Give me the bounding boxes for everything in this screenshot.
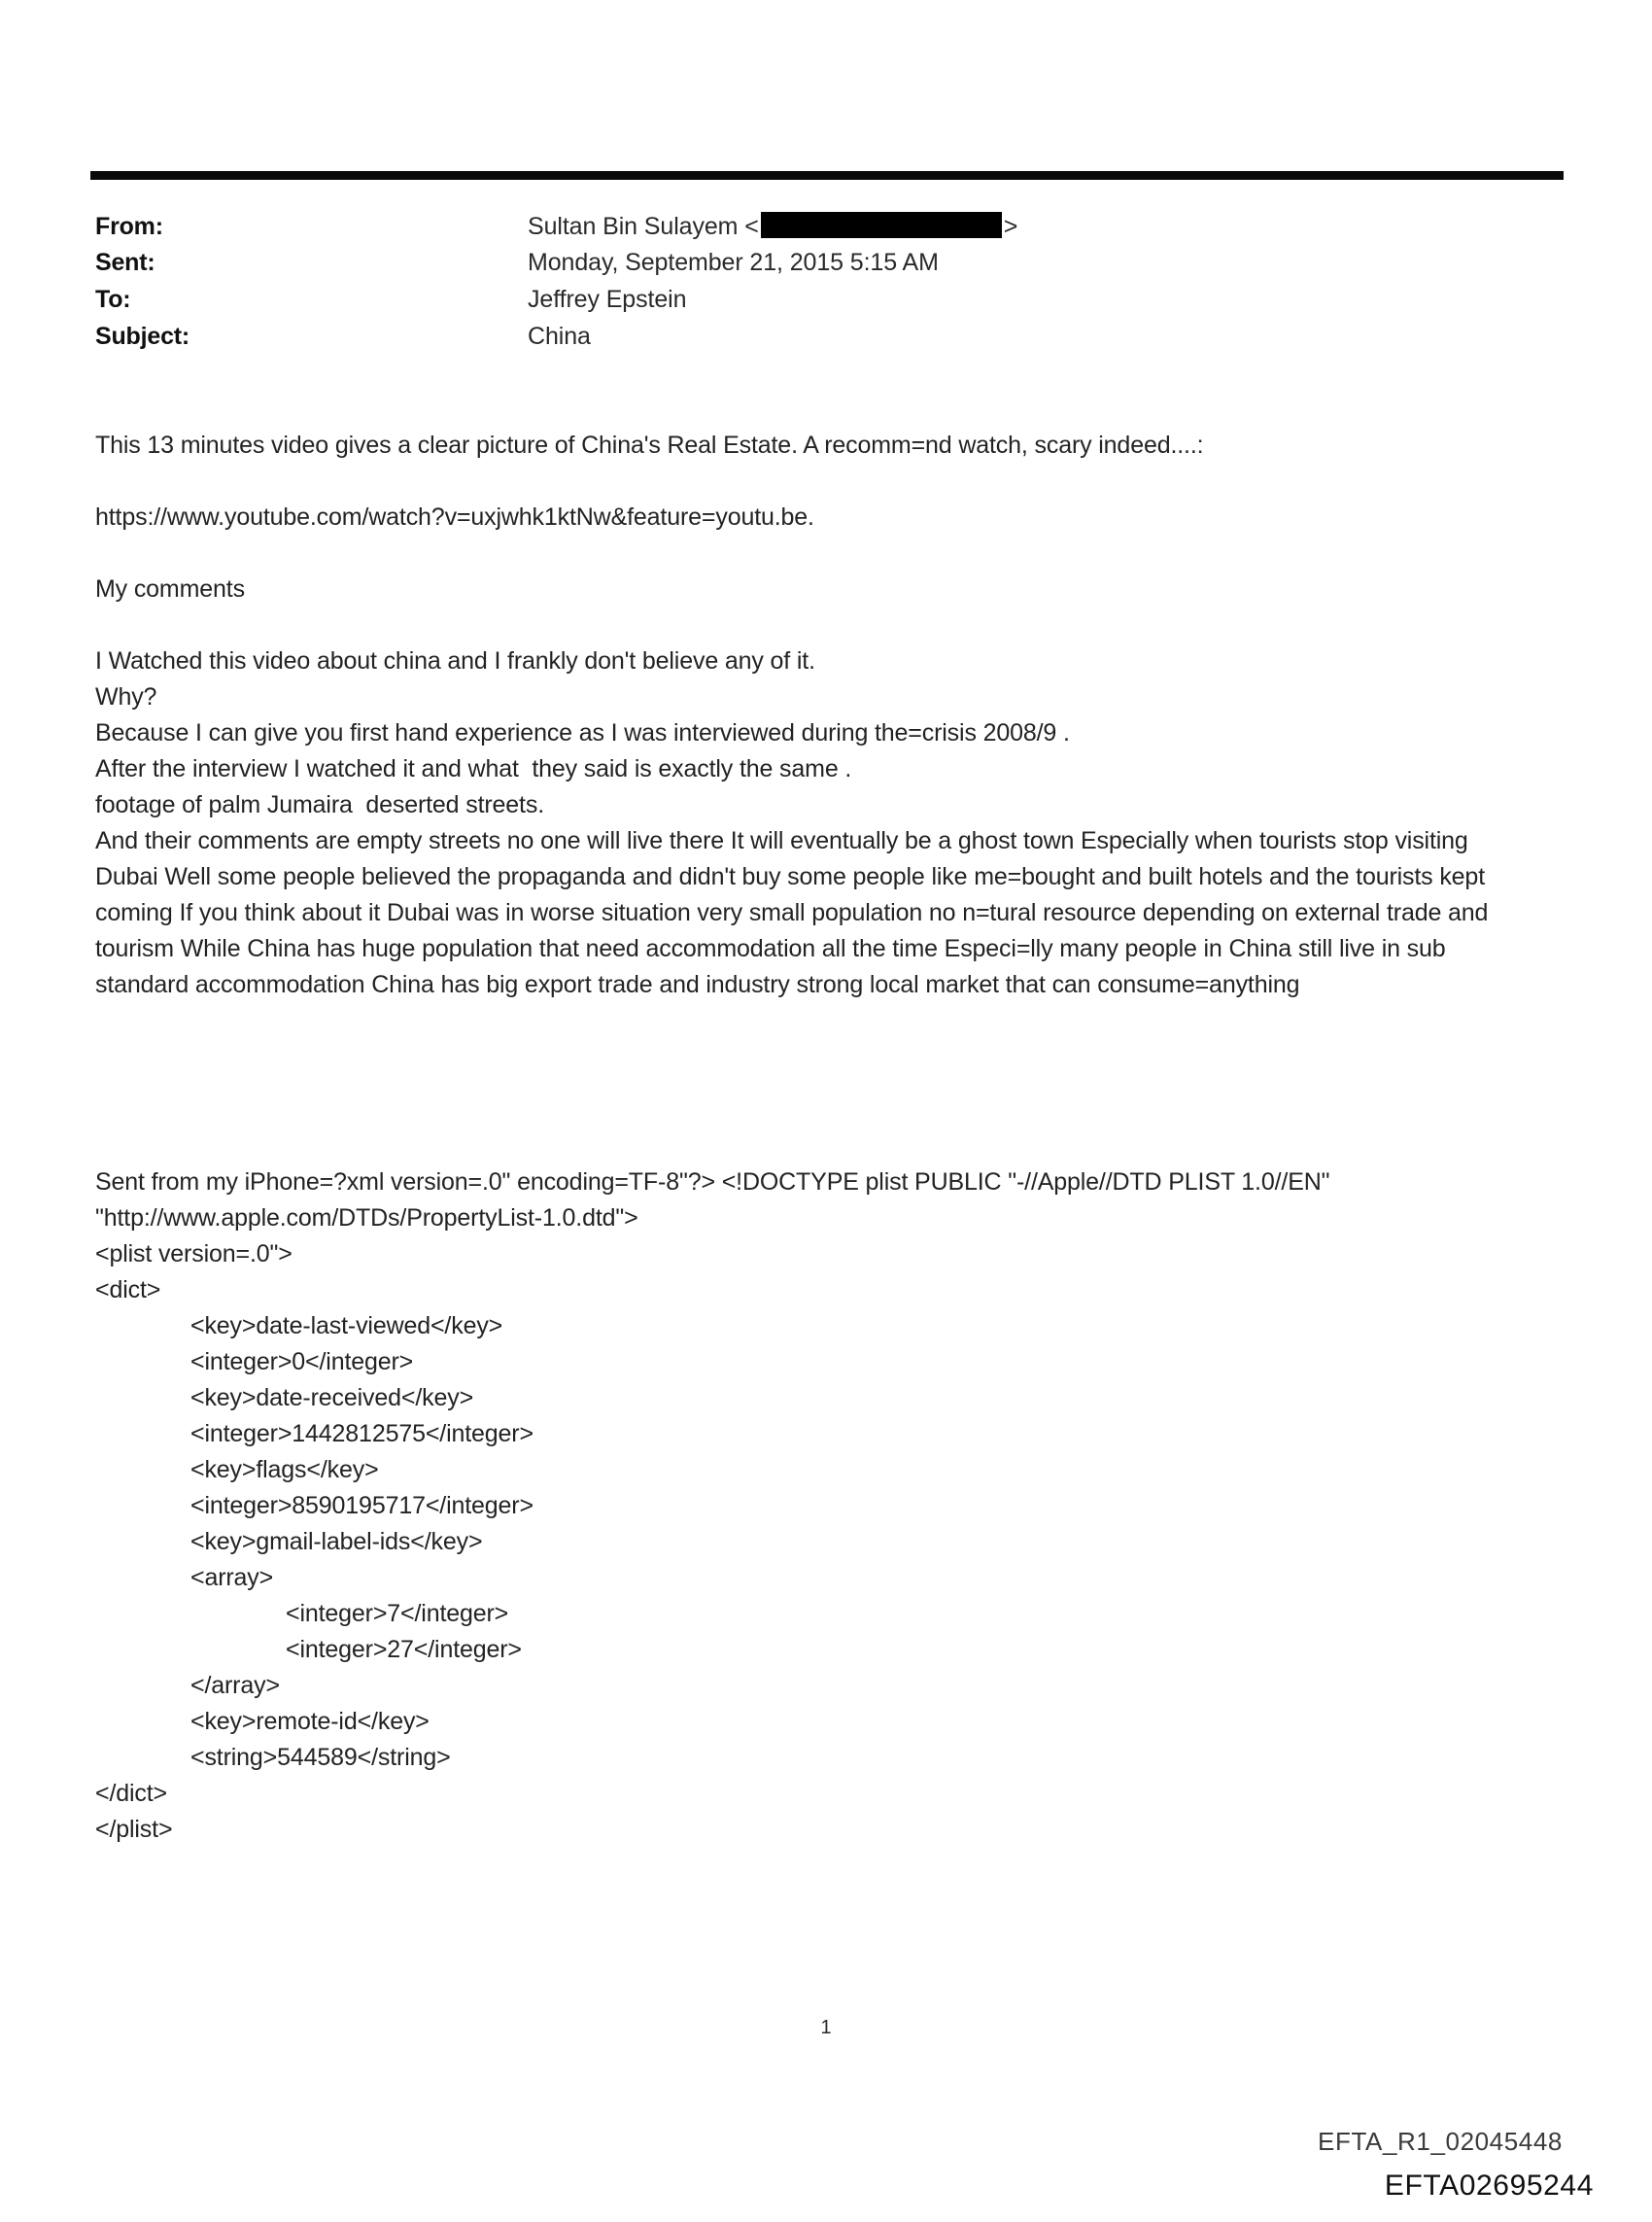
plist-line: "http://www.apple.com/DTDs/PropertyList-1.0.dtd">	[95, 1204, 638, 1232]
header-value-to: Jeffrey Epstein	[528, 286, 687, 313]
plist-line: <integer>8590195717</integer>	[190, 1492, 533, 1519]
plist-line: <key>gmail-label-ids</key>	[190, 1528, 483, 1555]
header-divider-rule	[90, 171, 1564, 180]
plist-line: <key>date-received</key>	[190, 1384, 474, 1411]
plist-line: <integer>27</integer>	[286, 1636, 522, 1663]
plist-line: <plist version=.0">	[95, 1240, 293, 1267]
plist-line: <integer>1442812575</integer>	[190, 1420, 533, 1447]
header-row-from	[95, 212, 1261, 249]
plist-line: </plist>	[95, 1816, 173, 1843]
body-line-5: footage of palm Jumaira deserted streets.	[95, 791, 544, 818]
header-row-sent	[95, 249, 1261, 286]
header-label-subject: Subject:	[95, 323, 190, 350]
body-line-2: Why?	[95, 683, 157, 711]
bates-number-bottom: EFTA02695244	[1384, 2170, 1594, 2202]
plist-line: <string>544589</string>	[190, 1744, 451, 1771]
header-label-from: From:	[95, 213, 163, 240]
body-intro-line: This 13 minutes video gives a clear picture of China's Real Estate. A recomm=nd watch, scary indeed....:	[95, 432, 1204, 459]
header-value-from	[528, 212, 1017, 241]
body-spacer	[95, 608, 1553, 643]
bates-number-top: EFTA_R1_02045448	[1318, 2127, 1563, 2156]
from-bracket-close: >	[1003, 213, 1018, 240]
signature-plist-block	[95, 1164, 1553, 1848]
plist-line: <integer>7</integer>	[286, 1600, 509, 1627]
header-label-sent: Sent:	[95, 249, 155, 276]
header-value-sent: Monday, September 21, 2015 5:15 AM	[528, 249, 939, 276]
body-main-paragraph: And their comments are empty streets no one will live there It will eventually be a ghost town Especially when tourists stop visiting Dubai Well some people believed the propaganda and didn't buy some people like me=bought and built hotels and the tourists kept coming If you think about it Dubai was in worse situation very small population no n=tural resource depending on external trade and tourism While China has huge population that need accommodation all the time Especi=lly many people in China still live in sub standard accommodation China has big export trade and industry strong local market that can consume=anything	[95, 827, 1489, 998]
body-line-1: I Watched this video about china and I frankly don't believe any of it.	[95, 647, 815, 675]
body-comments-heading: My comments	[95, 575, 245, 603]
plist-line: <dict>	[95, 1276, 161, 1303]
plist-line: <integer>0</integer>	[190, 1348, 414, 1375]
email-header-block	[95, 212, 1261, 360]
body-line-4: After the interview I watched it and what they said is exactly the same .	[95, 755, 852, 782]
body-spacer	[95, 536, 1553, 572]
plist-line: <key>flags</key>	[190, 1456, 379, 1483]
plist-line: </dict>	[95, 1780, 167, 1807]
plist-line: </array>	[190, 1672, 280, 1699]
from-name-text: Sultan Bin Sulayem <	[528, 213, 759, 240]
header-value-subject: China	[528, 323, 591, 350]
plist-line: <key>date-last-viewed</key>	[190, 1312, 503, 1339]
body-spacer	[95, 464, 1553, 500]
header-row-subject	[95, 323, 1261, 360]
header-row-to	[95, 286, 1261, 323]
body-line-3: Because I can give you first hand experience as I was interviewed during the=crisis 2008/9 .	[95, 719, 1070, 746]
page-number: 1	[820, 2017, 832, 2038]
body-video-link[interactable]: https://www.youtube.com/watch?v=uxjwhk1ktNw&feature=youtu.be.	[95, 503, 814, 531]
plist-line: <key>remote-id</key>	[190, 1708, 430, 1735]
plist-line: Sent from my iPhone=?xml version=.0" encoding=TF-8"?> <!DOCTYPE plist PUBLIC "-//Apple//DTD PLIST 1.0//EN"	[95, 1168, 1330, 1196]
redaction-bar-icon	[761, 212, 1002, 238]
email-body-block	[95, 428, 1553, 1003]
header-label-to: To:	[95, 286, 131, 313]
plist-line: <array>	[190, 1564, 274, 1591]
